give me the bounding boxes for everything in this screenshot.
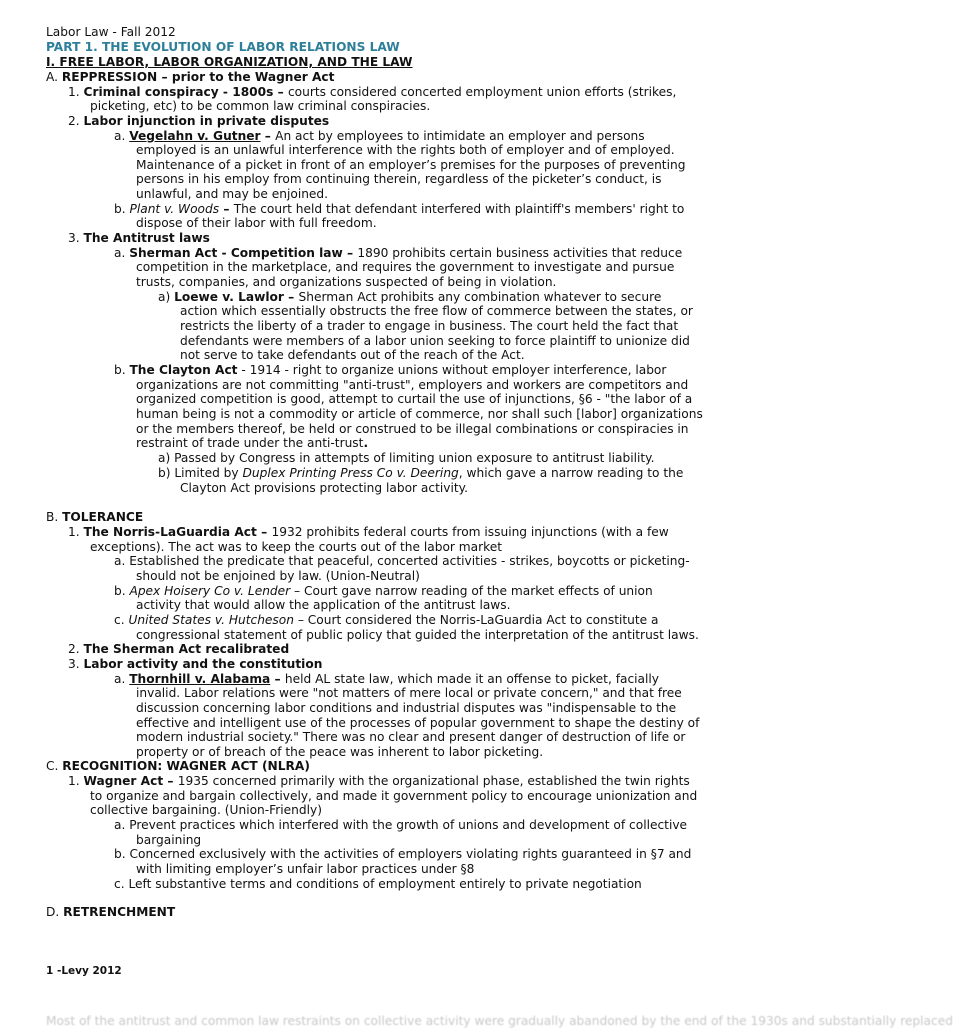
outline-line bbox=[46, 759, 310, 774]
text-run: dispose of their labor with full freedom. bbox=[136, 216, 377, 230]
outline-line bbox=[114, 847, 691, 862]
outline-line bbox=[136, 686, 682, 701]
text-run: a) bbox=[158, 290, 175, 304]
text-run: employed is an unlawful interference with the rights both of employer and of employed. bbox=[136, 143, 675, 157]
outline-line bbox=[114, 129, 645, 144]
outline-line bbox=[90, 789, 697, 804]
outline-line bbox=[136, 745, 543, 760]
text-run: 3. bbox=[68, 231, 84, 245]
text-run: D. bbox=[46, 905, 64, 919]
outline-line bbox=[180, 348, 525, 363]
text-run: c. Left substantive terms and conditions of employment entirely to private negotiation bbox=[114, 877, 642, 891]
text-run: 1932 prohibits federal courts from issuing injunctions (with a few bbox=[271, 525, 669, 539]
text-run: Maintenance of a picket in front of an employer’s premises for the purposes of preventing bbox=[136, 158, 686, 172]
text-run: competition in the marketplace, and requires the government to investigate and pursue bbox=[136, 260, 675, 274]
text-run: should not be enjoined by law. (Union-Neutral) bbox=[136, 569, 420, 583]
outline-line bbox=[158, 466, 683, 481]
outline-line bbox=[136, 569, 420, 584]
text-run: - 1914 - right to organize unions without employer interference, labor bbox=[237, 363, 667, 377]
text-run: Wagner Act – bbox=[83, 774, 178, 788]
section-heading: I. FREE LABOR, LABOR ORGANIZATION, AND THE LAW bbox=[46, 55, 413, 69]
text-run: with limiting employer’s unfair labor practices under §8 bbox=[136, 862, 475, 876]
outline-line bbox=[136, 730, 685, 745]
outline-line bbox=[180, 481, 468, 496]
text-run: courts considered concerted employment union efforts (strikes, bbox=[287, 85, 677, 99]
outline-line bbox=[136, 628, 699, 643]
text-run: An act by employees to intimidate an employer and persons bbox=[275, 129, 645, 143]
text-run: TOLERANCE bbox=[62, 510, 144, 524]
outline-line bbox=[90, 540, 502, 555]
outline-line bbox=[136, 701, 676, 716]
outline-line bbox=[136, 833, 201, 848]
outline-line bbox=[136, 436, 368, 451]
outline-line bbox=[136, 716, 699, 731]
next-page-bleed-text: Most of the antitrust and common law restraints on collective activity were gradually abandoned by the end of the 1930s and substantially replaced bbox=[46, 1014, 953, 1028]
text-run: Labor injunction in private disputes bbox=[83, 114, 330, 128]
text-run: restraint of trade under the anti-trust bbox=[136, 436, 364, 450]
text-run: to organize and bargain collectively, and made it government policy to encourage unionization and bbox=[90, 789, 698, 803]
outline-line bbox=[90, 803, 322, 818]
outline-line bbox=[158, 290, 661, 305]
part-heading: PART 1. THE EVOLUTION OF LABOR RELATIONS LAW bbox=[46, 40, 400, 54]
text-run: Duplex Printing Press Co v. Deering bbox=[242, 466, 459, 480]
text-run: 1. bbox=[68, 774, 84, 788]
text-run: A. bbox=[46, 70, 62, 84]
text-run: Sherman Act - Competition law – bbox=[129, 246, 358, 260]
outline-line bbox=[136, 275, 556, 290]
outline-line bbox=[68, 114, 329, 129]
outline-line bbox=[114, 554, 690, 569]
outline-line bbox=[68, 231, 210, 246]
outline-line bbox=[136, 216, 377, 231]
text-run: – bbox=[260, 129, 276, 143]
text-run: organizations are not committing "anti-trust", employers and workers are competitors and bbox=[136, 378, 689, 392]
text-run: a. Established the predicate that peaceful, concerted activities - strikes, boycotts or picketing- bbox=[114, 554, 690, 568]
document-header: Labor Law - Fall 2012 bbox=[46, 25, 176, 39]
text-run: Criminal conspiracy - 1800s – bbox=[83, 85, 288, 99]
text-run: picketing, etc) to be common law criminal conspiracies. bbox=[90, 99, 431, 113]
text-run: 2. bbox=[68, 114, 84, 128]
text-run: modern industrial society." There was no clear and present danger of destruction of life or bbox=[136, 730, 686, 744]
text-run: discussion concerning labor conditions and industrial disputes was "indispensable to the bbox=[136, 701, 677, 715]
text-run: – Court considered the Norris-LaGuardia Act to constitute a bbox=[293, 613, 659, 627]
text-run: b. bbox=[114, 202, 130, 216]
outline-line bbox=[136, 172, 661, 187]
text-run: Sherman Act prohibits any combination whatever to secure bbox=[298, 290, 662, 304]
text-run: RETRENCHMENT bbox=[63, 905, 176, 919]
text-run: , which gave a narrow reading to the bbox=[458, 466, 684, 480]
outline-line bbox=[180, 319, 678, 334]
outline-line bbox=[114, 818, 687, 833]
text-run: a. bbox=[114, 246, 130, 260]
text-run: not serve to take defendants out of the reach of the Act. bbox=[180, 348, 525, 362]
outline-line bbox=[136, 422, 689, 437]
outline-line bbox=[68, 657, 322, 672]
text-run: C. bbox=[46, 759, 63, 773]
outline-line bbox=[180, 304, 693, 319]
text-run: congressional statement of public policy that guided the interpretation of the antitrust laws. bbox=[136, 628, 699, 642]
outline-line bbox=[114, 363, 666, 378]
text-run: 1. bbox=[68, 525, 84, 539]
text-run: Loewe v. Lawlor – bbox=[174, 290, 299, 304]
text-run: collective bargaining. (Union-Friendly) bbox=[90, 803, 322, 817]
text-run: effective and intelligent use of the processes of popular government to shape the destiny of bbox=[136, 716, 700, 730]
text-run: The Norris-LaGuardia Act – bbox=[83, 525, 272, 539]
outline-line bbox=[136, 407, 703, 422]
outline-line bbox=[136, 392, 692, 407]
text-run: held AL state law, which made it an offense to picket, facially bbox=[284, 672, 659, 686]
text-run: Apex Hoisery Co v. Lender bbox=[129, 584, 291, 598]
outline-line bbox=[46, 510, 143, 525]
text-run: 1. bbox=[68, 85, 84, 99]
text-run: c. bbox=[114, 613, 129, 627]
text-run: restricts the liberty of a trader to engage in business. The court held the fact that bbox=[180, 319, 679, 333]
text-run: b. bbox=[114, 584, 130, 598]
outline-line bbox=[114, 613, 659, 628]
outline-line bbox=[114, 877, 642, 892]
outline-line bbox=[136, 143, 675, 158]
text-run: Plant v. Woods bbox=[129, 202, 220, 216]
outline-line bbox=[90, 99, 430, 114]
text-run: invalid. Labor relations were "not matters of mere local or private concern," and that free bbox=[136, 686, 682, 700]
text-run: REPPRESSION – prior to the Wagner Act bbox=[61, 70, 335, 84]
text-run: Clayton Act provisions protecting labor activity. bbox=[180, 481, 468, 495]
text-run: exceptions). The act was to keep the courts out of the labor market bbox=[90, 540, 503, 554]
text-run: trusts, companies, and organizations suspected of being in violation. bbox=[136, 275, 557, 289]
text-run: – bbox=[270, 672, 285, 686]
text-run: a. bbox=[114, 129, 130, 143]
outline-line bbox=[68, 85, 676, 100]
outline-line bbox=[180, 334, 690, 349]
outline-line bbox=[68, 774, 690, 789]
text-run: property or of breach of the peace was inherent to labor picketing. bbox=[136, 745, 544, 759]
outline-line bbox=[46, 70, 334, 85]
text-run: The Sherman Act recalibrated bbox=[83, 642, 290, 656]
text-run: Labor activity and the constitution bbox=[83, 657, 323, 671]
outline-line bbox=[158, 451, 655, 466]
text-run: b) Limited by bbox=[158, 466, 243, 480]
outline-line bbox=[136, 158, 685, 173]
text-run: bargaining bbox=[136, 833, 202, 847]
text-run: Vegelahn v. Gutner bbox=[129, 129, 261, 143]
text-run: – Court gave narrow reading of the market effects of union bbox=[290, 584, 653, 598]
outline-line bbox=[136, 187, 328, 202]
outline-line bbox=[46, 905, 175, 920]
outline-line bbox=[136, 598, 511, 613]
text-run: a. bbox=[114, 672, 130, 686]
outline-line bbox=[136, 378, 688, 393]
text-run: The Antitrust laws bbox=[83, 231, 210, 245]
page-footer: 1 -Levy 2012 bbox=[46, 965, 122, 977]
outline-line bbox=[114, 202, 684, 217]
text-run: 3. bbox=[68, 657, 84, 671]
text-run: The court held that defendant interfered with plaintiff's members' right to bbox=[233, 202, 685, 216]
text-run: Thornhill v. Alabama bbox=[129, 672, 271, 686]
text-run: The Clayton Act bbox=[129, 363, 238, 377]
text-run: b. Concerned exclusively with the activities of employers violating rights guaranteed in §7 and bbox=[114, 847, 692, 861]
text-run: persons in his employ from continuing therein, regardless of the picketer’s conduct, is bbox=[136, 172, 662, 186]
text-run: defendants were members of a labor union seeking to force plaintiff to unionize did bbox=[180, 334, 690, 348]
outline-line bbox=[114, 584, 653, 599]
outline-line bbox=[114, 246, 682, 261]
text-run: 1935 concerned primarily with the organizational phase, established the twin rights bbox=[177, 774, 690, 788]
text-run: or the members thereof, be held or construed to be illegal combinations or conspiracies in bbox=[136, 422, 689, 436]
text-run: B. bbox=[46, 510, 63, 524]
text-run: – bbox=[219, 202, 234, 216]
text-run: 2. bbox=[68, 642, 84, 656]
text-run: human being is not a commodity or article of commerce, nor shall such [labor] organizations bbox=[136, 407, 703, 421]
text-run: a. Prevent practices which interfered with the growth of unions and development of collective bbox=[114, 818, 688, 832]
text-run: 1890 prohibits certain business activities that reduce bbox=[357, 246, 683, 260]
text-run: United States v. Hutcheson bbox=[128, 613, 294, 627]
text-run: unlawful, and may be enjoined. bbox=[136, 187, 329, 201]
outline-line bbox=[136, 260, 674, 275]
text-run: a) Passed by Congress in attempts of limiting union exposure to antitrust liability. bbox=[158, 451, 655, 465]
outline-line bbox=[136, 862, 474, 877]
text-run: b. bbox=[114, 363, 130, 377]
text-run: organized competition is good, attempt to curtail the use of injunctions, §6 - "the labor of a bbox=[136, 392, 693, 406]
text-run: . bbox=[363, 436, 369, 450]
outline-line bbox=[68, 642, 289, 657]
text-run: RECOGNITION: WAGNER ACT (NLRA) bbox=[62, 759, 310, 773]
text-run: activity that would allow the application of the antitrust laws. bbox=[136, 598, 511, 612]
outline-line bbox=[114, 672, 659, 687]
outline-line bbox=[68, 525, 669, 540]
text-run: action which essentially obstructs the free flow of commerce between the states, or bbox=[180, 304, 693, 318]
